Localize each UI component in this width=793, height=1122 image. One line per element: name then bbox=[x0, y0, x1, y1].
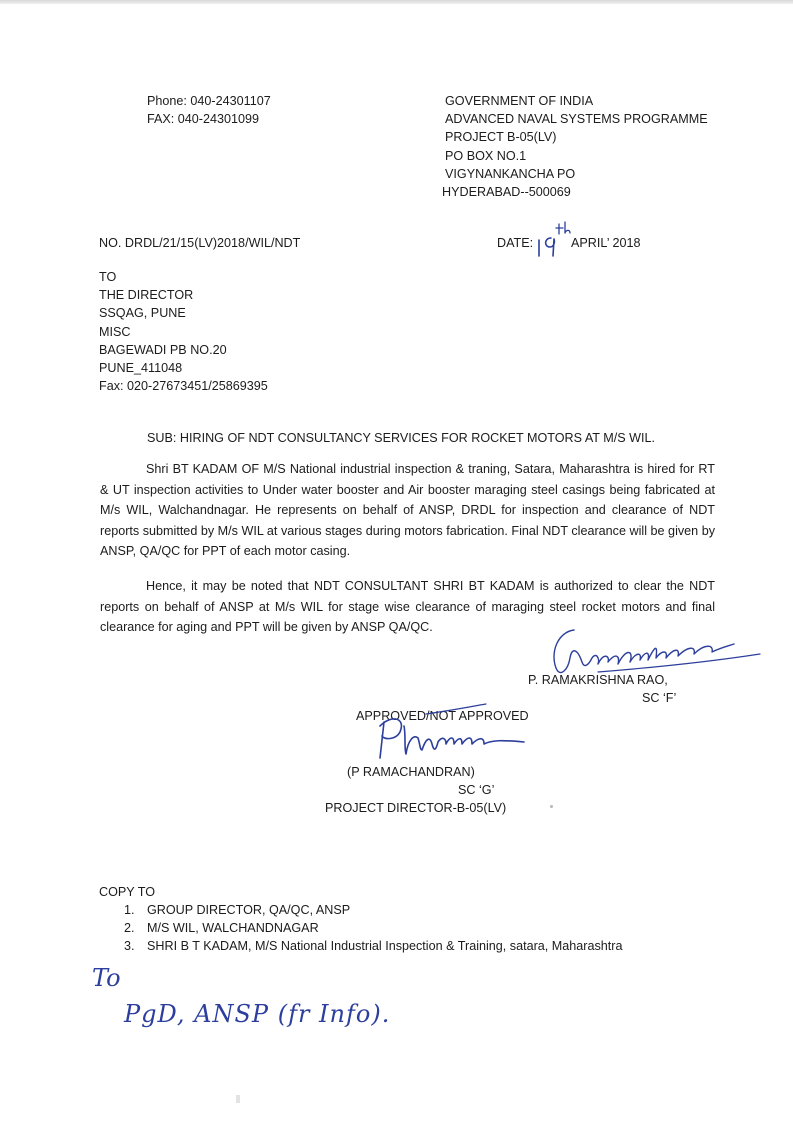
contact-block bbox=[147, 92, 271, 128]
org-address-line: ADVANCED NAVAL SYSTEMS PROGRAMME bbox=[445, 112, 708, 127]
copy-to-heading: COPY TO bbox=[99, 885, 155, 899]
copy-to-item-text: M/S WIL, WALCHANDNAGAR bbox=[147, 921, 319, 936]
copy-to-item-text: GROUP DIRECTOR, QA/QC, ANSP bbox=[147, 903, 351, 917]
scan-edge bbox=[0, 0, 793, 4]
recipient-line: BAGEWADI PB NO.20 bbox=[99, 342, 227, 357]
copy-to-item-text: SHRI B T KADAM, M/S National Industrial Inspection & Training, satara, Maharashtra bbox=[147, 939, 623, 954]
recipient-line: TO bbox=[99, 270, 117, 284]
handwritten-note-to: To bbox=[92, 964, 121, 992]
recipient-line: PUNE_411048 bbox=[99, 361, 183, 376]
reference-number: NO. DRDL/21/15(LV)2018/WIL/NDT bbox=[99, 236, 301, 250]
approver-designation: SC ‘G’ bbox=[458, 783, 495, 797]
recipient-line: Fax: 020-27673451/25869395 bbox=[99, 379, 268, 394]
recipient-line: THE DIRECTOR bbox=[99, 288, 194, 303]
copy-to-list bbox=[124, 901, 623, 956]
copy-to-item bbox=[124, 901, 623, 919]
signatory-name: P. RAMAKRISHNA RAO, bbox=[528, 673, 668, 687]
signatory-designation: SC ‘F’ bbox=[642, 691, 677, 705]
scan-speck bbox=[236, 1095, 240, 1103]
approver-name: (P RAMACHANDRAN) bbox=[347, 765, 475, 779]
scan-speck bbox=[550, 805, 553, 808]
handwritten-date-day bbox=[535, 220, 575, 258]
copy-to-item-number: 3. bbox=[124, 939, 135, 954]
recipient-line: MISC bbox=[99, 324, 131, 339]
body-paragraph-1: Shri BT KADAM OF M/S National industrial inspection & traning, Satara, Maharashtra is hired for RT & UT inspection activities to Under water booster and Air booster maraging steel casings being fabricated at M/s WIL, Walchandnagar. He represents on behalf of ANSP, DRDL for inspection and clearance of NDT reports submitted by M/s WIL at various stages during motors fabrication. Final NDT clearance will be given by ANSP, QA/QC for PPT of each motor casing. bbox=[100, 462, 715, 558]
phone-number: Phone: 040-24301107 bbox=[147, 94, 271, 108]
copy-to-item-number: 2. bbox=[124, 921, 135, 936]
org-address-line: HYDERABAD--500069 bbox=[442, 185, 571, 200]
body-paragraph-2: Hence, it may be noted that NDT CONSULTANT SHRI BT KADAM is authorized to clear the NDT reports on behalf of ANSP at M/s WIL for stage wise clearance of maraging steel rocket motors and final clearance for aging and PPT will be given by ANSP QA/QC. bbox=[100, 579, 715, 634]
approval-status: APPROVED/NOT APPROVED bbox=[356, 709, 529, 723]
signature-ramachandran bbox=[374, 696, 534, 762]
org-address-block bbox=[442, 92, 708, 201]
date-line bbox=[497, 220, 697, 260]
handwritten-note-line: PgD, ANSP (fr Info). bbox=[124, 1000, 391, 1028]
approver-title: PROJECT DIRECTOR-B-05(LV) bbox=[325, 801, 507, 815]
date-label: DATE: bbox=[497, 236, 534, 250]
fax-number: FAX: 040-24301099 bbox=[147, 112, 260, 127]
copy-to-item bbox=[124, 919, 623, 937]
copy-to-item-number: 1. bbox=[124, 903, 135, 917]
org-address-line: PROJECT B-05(LV) bbox=[445, 130, 557, 145]
org-address-line: GOVERNMENT OF INDIA bbox=[445, 94, 594, 108]
recipient-address bbox=[99, 268, 268, 395]
subject-line: SUB: HIRING OF NDT CONSULTANCY SERVICES FOR ROCKET MOTORS AT M/S WIL. bbox=[147, 431, 656, 445]
date-month-year: APRIL’ 2018 bbox=[571, 236, 641, 250]
org-address-line: VIGYNANKANCHA PO bbox=[445, 166, 576, 181]
recipient-line: SSQAG, PUNE bbox=[99, 306, 186, 321]
org-address-line: PO BOX NO.1 bbox=[445, 148, 527, 163]
copy-to-item bbox=[124, 937, 623, 955]
